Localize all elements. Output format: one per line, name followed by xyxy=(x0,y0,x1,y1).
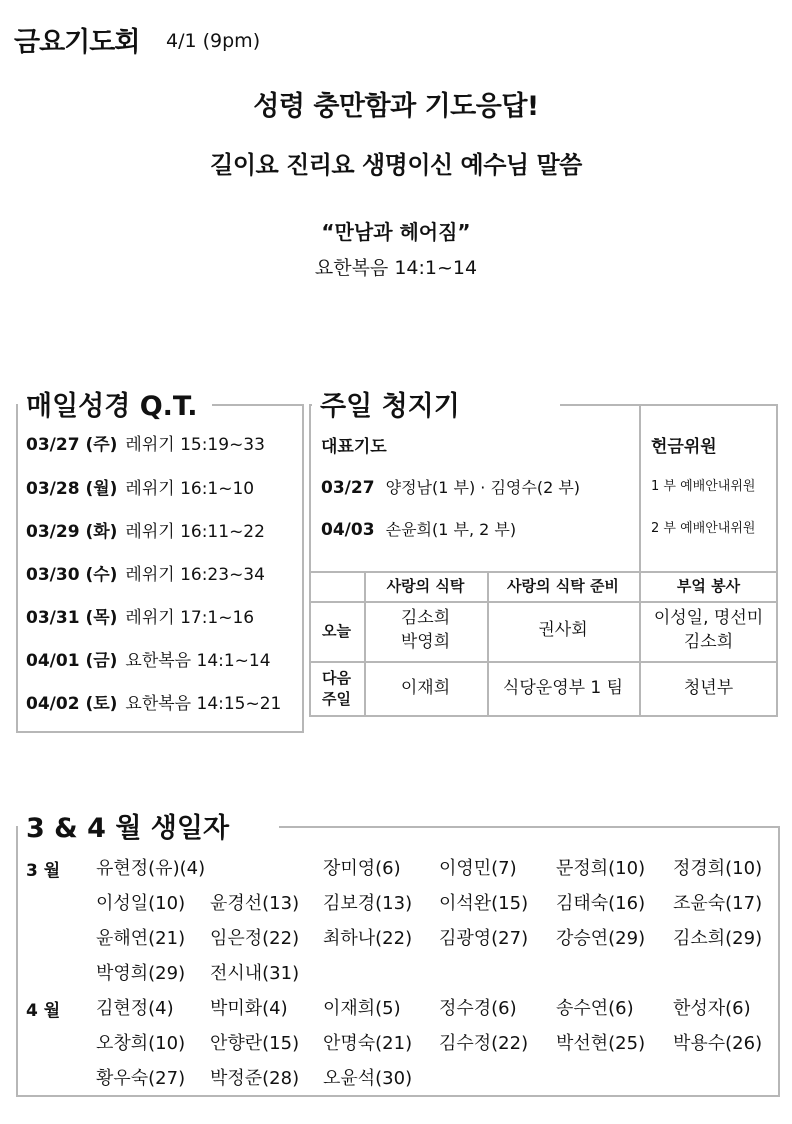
prayer-row xyxy=(321,475,580,498)
birthday-entry: 정수경(6) xyxy=(439,998,517,1019)
birthday-heading: 3 & 4 월 생일자 xyxy=(18,806,279,845)
birthday-entry: 오윤석(30) xyxy=(323,1068,413,1089)
table-cell xyxy=(487,601,639,661)
birthday-entry: 송수연(6) xyxy=(556,998,634,1019)
table-cell xyxy=(487,661,639,717)
qt-date: 03/29 (화) xyxy=(26,522,118,542)
prayer-date: 04/03 xyxy=(321,520,375,540)
birthday-entry: 황우숙(27) xyxy=(96,1068,186,1089)
birthday-entry: 전시내(31) xyxy=(210,963,300,984)
birthday-entry: 장미영(6) xyxy=(323,858,401,879)
birthday-entry: 윤경선(13) xyxy=(210,893,300,914)
birthday-entry: 박정준(28) xyxy=(210,1068,300,1089)
row-label-line: 주일 xyxy=(322,690,351,708)
page-title: 금요기도회 xyxy=(14,27,140,58)
table-row-label: 오늘 xyxy=(322,621,351,640)
table-header: 사랑의 식탁 준비 xyxy=(507,576,619,595)
table-cell xyxy=(639,661,778,717)
qt-reference: 레위기 17:1~16 xyxy=(125,608,255,628)
qt-reference: 요한복음 14:1~14 xyxy=(125,651,271,671)
birthday-entry: 이성일(10) xyxy=(96,893,186,914)
birthday-entry: 정경희(10) xyxy=(673,858,763,879)
cell-line: 이재희 xyxy=(400,678,451,699)
meeting-theme: 성령 충만함과 기도응답! xyxy=(253,91,539,122)
birthday-entry: 박미화(4) xyxy=(210,998,288,1019)
qt-row xyxy=(26,474,254,499)
cell-line: 청년부 xyxy=(683,678,734,699)
qt-row xyxy=(26,517,265,542)
qt-date: 04/02 (토) xyxy=(26,694,118,714)
birthday-entry: 박영희(29) xyxy=(96,963,186,984)
qt-reference: 요한복음 14:15~21 xyxy=(125,694,282,714)
offering-1: 1 부 예배안내위원 xyxy=(651,479,756,494)
cell-line: 김소희 xyxy=(683,632,734,652)
qt-row xyxy=(26,430,265,455)
birthday-entry: 한성자(6) xyxy=(673,998,751,1019)
birthday-entry: 이재희(5) xyxy=(323,998,401,1019)
table-header: 사랑의 식탁 xyxy=(386,576,465,595)
birthday-entry: 김광영(27) xyxy=(439,928,529,949)
qt-date: 03/30 (수) xyxy=(26,565,118,585)
birthday-entry: 안향란(15) xyxy=(210,1033,300,1054)
sermon-passage: 요한복음 14:1~14 xyxy=(314,257,478,279)
table-cell xyxy=(639,601,778,661)
divider xyxy=(639,404,641,572)
birthday-entry: 안명숙(21) xyxy=(323,1033,413,1054)
birthday-entry: 김소희(29) xyxy=(673,928,763,949)
qt-row xyxy=(26,603,254,628)
birthday-entry: 박용수(26) xyxy=(673,1033,763,1054)
birthday-entry: 조윤숙(17) xyxy=(673,893,763,914)
qt-date: 04/01 (금) xyxy=(26,651,118,671)
birthday-entry: 오창희(10) xyxy=(96,1033,186,1054)
qt-row xyxy=(26,560,265,585)
qt-row xyxy=(26,646,271,671)
cell-line: 이성일, 명선미 xyxy=(653,608,764,629)
qt-reference: 레위기 16:1~10 xyxy=(125,479,255,499)
birthday-entry: 강승연(29) xyxy=(556,928,646,949)
birthday-entry: 박선현(25) xyxy=(556,1033,646,1054)
qt-heading: 매일성경 Q.T. xyxy=(18,384,212,423)
table-cell xyxy=(364,601,487,661)
table-row-label xyxy=(309,661,364,717)
birthday-entry: 이석완(15) xyxy=(439,893,529,914)
prayer-row xyxy=(321,517,516,540)
birthday-entry: 유현정(유)(4) xyxy=(96,858,206,879)
birthday-entry: 윤해연(21) xyxy=(96,928,186,949)
cell-line: 식당운영부 1 팀 xyxy=(502,678,624,699)
table-header: 부엌 봉사 xyxy=(676,576,741,595)
table-cell xyxy=(364,661,487,717)
offering-label: 헌금위원 xyxy=(651,437,717,457)
qt-date: 03/27 (주) xyxy=(26,435,118,455)
april-label: 4 월 xyxy=(26,1001,61,1021)
birthday-entry: 김보경(13) xyxy=(323,893,413,914)
prayer-date: 03/27 xyxy=(321,478,375,498)
prayer-label: 대표기도 xyxy=(321,437,387,457)
qt-row xyxy=(26,689,281,714)
birthday-entry: 김현정(4) xyxy=(96,998,174,1019)
birthday-entry: 임은정(22) xyxy=(210,928,300,949)
meeting-subtheme: 길이요 진리요 생명이신 예수님 말씀 xyxy=(210,151,582,179)
birthday-entry: 이영민(7) xyxy=(439,858,517,879)
march-label: 3 월 xyxy=(26,861,61,881)
qt-reference: 레위기 16:23~34 xyxy=(125,565,265,585)
row-label-line: 다음 xyxy=(322,669,351,687)
cell-line: 권사회 xyxy=(538,620,588,641)
qt-date: 03/28 (월) xyxy=(26,479,118,499)
cell-line: 김소희 xyxy=(400,608,451,629)
qt-reference: 레위기 15:19~33 xyxy=(125,435,265,455)
meeting-time: 4/1 (9pm) xyxy=(166,30,261,52)
offering-2: 2 부 예배안내위원 xyxy=(651,521,756,536)
birthday-entry: 문정희(10) xyxy=(556,858,646,879)
sunday-heading: 주일 청지기 xyxy=(312,384,560,423)
sermon-title: “만남과 헤어짐” xyxy=(321,220,471,244)
birthday-entry: 김태숙(16) xyxy=(556,893,646,914)
qt-date: 03/31 (목) xyxy=(26,608,118,628)
birthday-entry: 최하나(22) xyxy=(323,928,413,949)
birthday-entry: 김수정(22) xyxy=(439,1033,529,1054)
prayer-names: 양정남(1 부) · 김영수(2 부) xyxy=(385,478,581,497)
qt-reference: 레위기 16:11~22 xyxy=(125,522,265,542)
prayer-names: 손윤희(1 부, 2 부) xyxy=(385,520,517,539)
cell-line: 박영희 xyxy=(400,632,451,652)
